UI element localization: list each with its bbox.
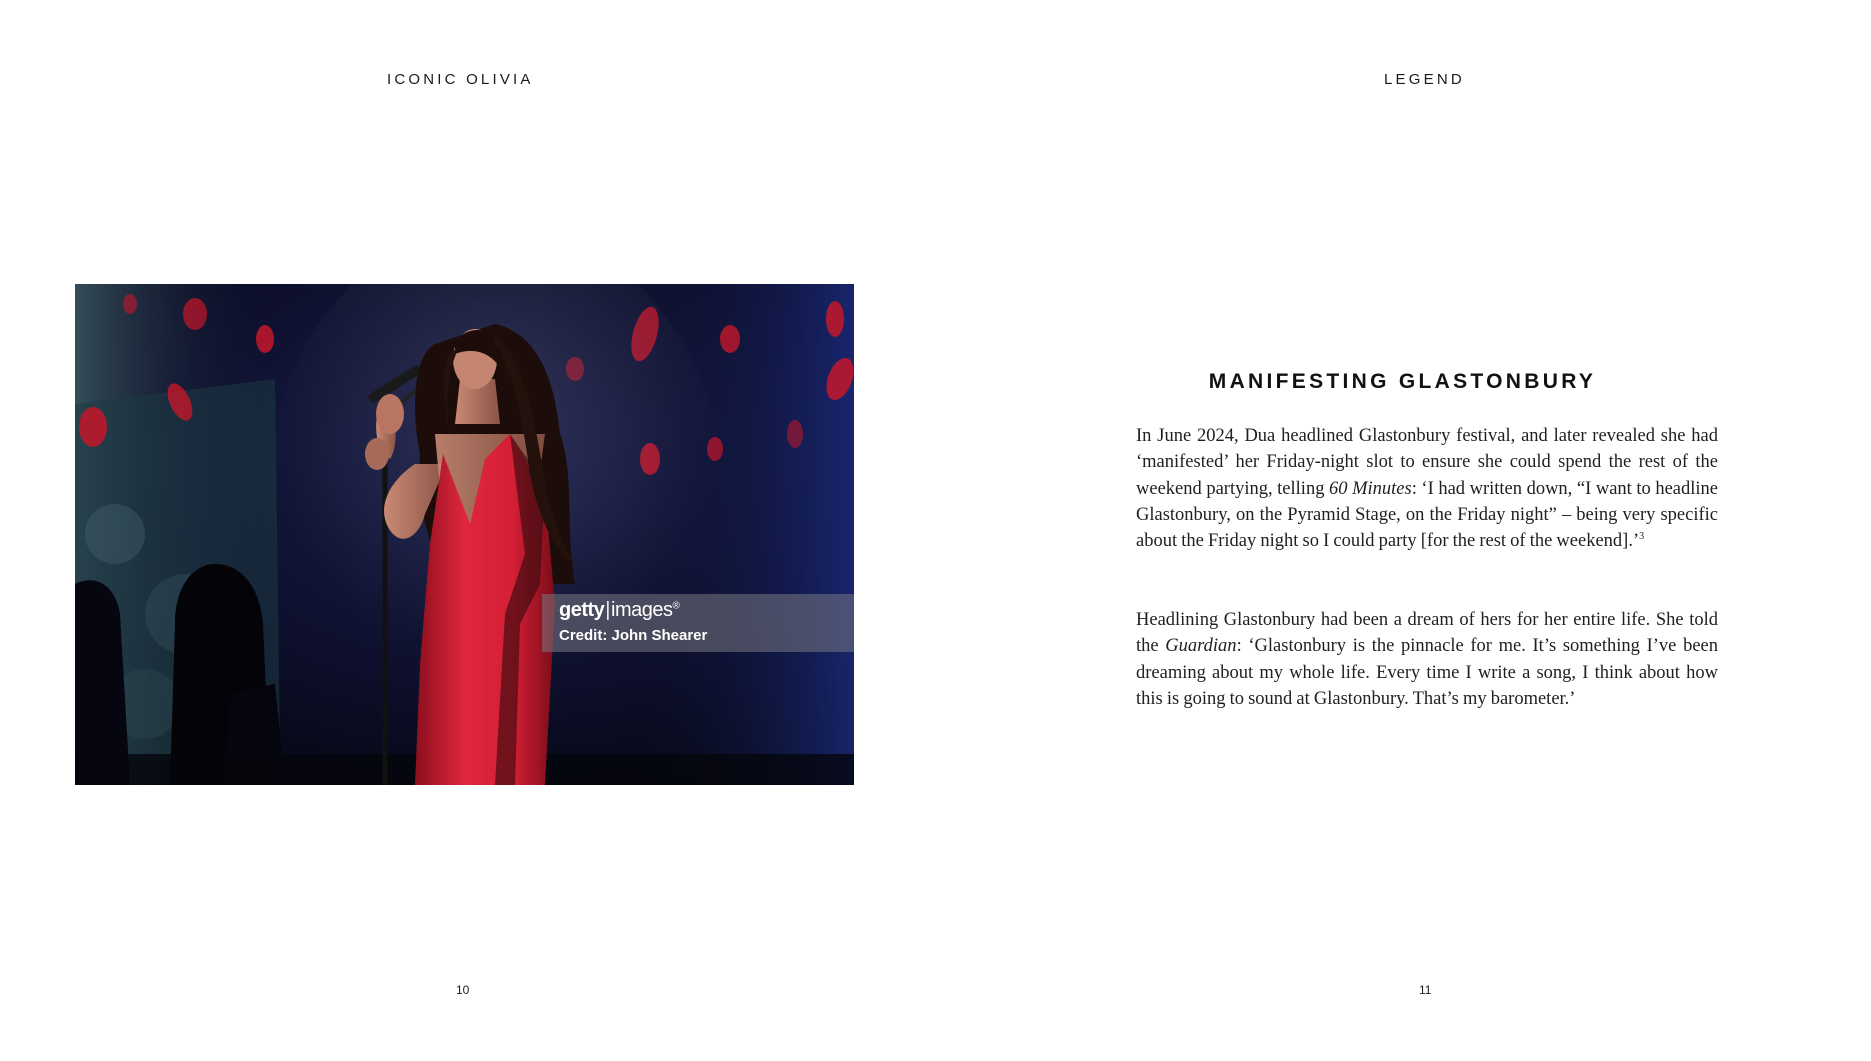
page-number-right: 11 [1419,983,1432,997]
concert-photo [75,284,854,785]
photo-credit: Credit: John Shearer [559,627,708,644]
running-head-right: LEGEND [1384,71,1465,88]
right-page [935,0,1870,1061]
getty-watermark [542,594,854,652]
getty-images-logo: getty|images® [559,599,680,621]
paragraph-2: Headlining Glastonbury had been a dream of hers for her entire life. She told the Guardian: ‘Glastonbury is the pinnacle for me. It’s something I’ve been dreaming about my whole life. Every time I write a song, I think about how this is going to sound at Glastonbury. That’s my barometer.’ [1136,610,1718,709]
paragraph-1: In June 2024, Dua headlined Glastonbury festival, and later revealed she had ‘manifested’ her Friday-night slot to ensure she could spend the rest of the weekend partying, telling 60 Minutes: ‘I had written down, “I want to headline Glastonbury, on the Pyramid Stage, on the Friday night” – being very specific about the Friday night so I could party [for the rest of the weekend].’$^3$ [1136,426,1718,552]
photo-illustration [75,284,854,785]
section-title: MANIFESTING GLASTONBURY [1208,370,1597,393]
footnote-marker: 3 [1639,531,1645,543]
running-head-left: ICONIC OLIVIA [387,71,534,88]
left-page [0,0,935,1061]
page-number-left: 10 [456,983,470,997]
